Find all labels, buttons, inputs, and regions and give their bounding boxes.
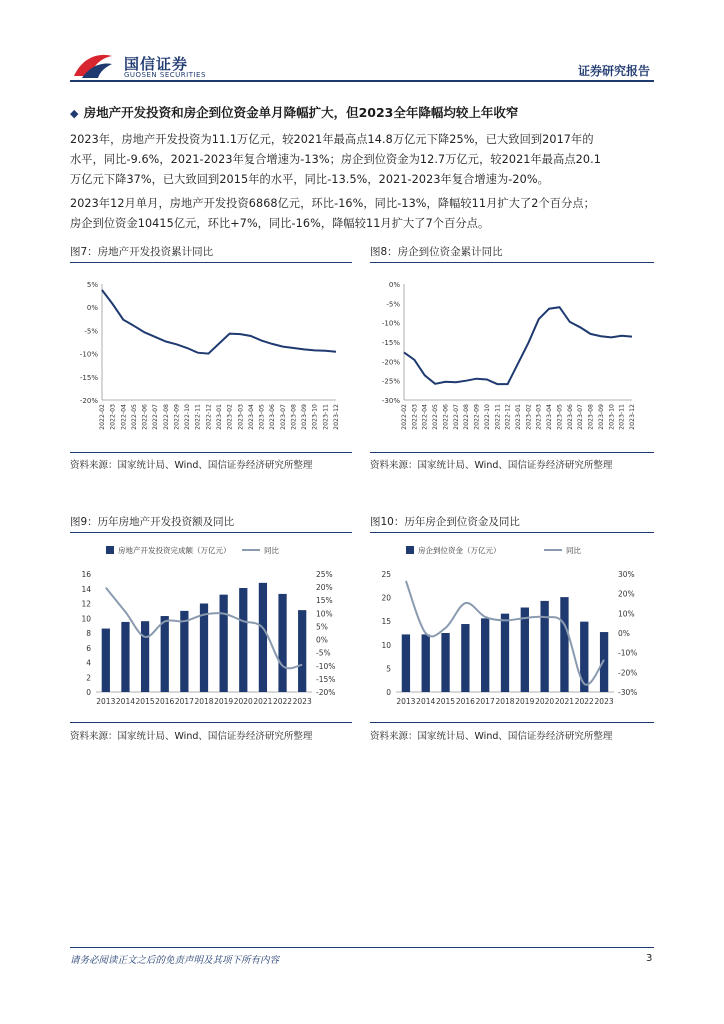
fig7-xtick-label: 2023-08: [290, 404, 298, 430]
fig10-xtick-label: 2019: [515, 697, 535, 706]
fig7-xtick-label: 2022-02: [99, 404, 106, 430]
diamond-bullet-icon: ◆: [70, 107, 79, 120]
fig8-xtick-label: 2022-05: [432, 404, 440, 430]
footer-disclaimer: 请务必阅读正文之后的免责声明及其项下所有内容: [70, 955, 280, 966]
fig7-xtick-label: 2023-12: [333, 404, 340, 430]
fig8-xtick-label: 2023-03: [535, 404, 543, 430]
fig10-title-rule: [370, 532, 654, 533]
fig10-title: 图10：历年房企到位资金及同比: [370, 516, 520, 528]
fig10-bar: [461, 624, 469, 692]
fig8-xtick-label: 2023-10: [608, 404, 616, 430]
fig8-ytick-label: 0%: [388, 281, 400, 289]
fig10-bar: [560, 597, 568, 692]
header-divider: [70, 80, 654, 82]
fig7-ytick-label: 0%: [86, 304, 98, 313]
fig8-xtick-label: 2023-01: [515, 404, 522, 430]
fig9-bar: [259, 583, 267, 692]
fig7-chart: [70, 268, 352, 448]
fig9-ytick-right-label: -5%: [316, 648, 331, 658]
fig7-xtick-label: 2022-03: [109, 404, 117, 430]
fig8-xtick-label: 2023-12: [629, 404, 636, 430]
paragraph-2: 2023年12月单月，房地产开发投资6868亿元，环比-16%，同比-13%，降幅较11月扩大了2个百分点； 房企到位资金10415亿元，环比+7%，同比-16%，降幅较11月扩大了7个百分点。: [70, 197, 595, 230]
fig9-ytick-left-label: 2: [86, 673, 91, 683]
fig8-title: 图8：房企到位资金累计同比: [370, 246, 503, 258]
fig10-bar: [540, 601, 548, 692]
fig10-xtick-label: 2017: [475, 697, 495, 706]
fig10-ytick-left-label: 0: [386, 688, 391, 697]
fig8-ytick-label: -30%: [381, 397, 400, 405]
fig9-ytick-left-label: 10: [81, 614, 91, 624]
fig8-xtick-label: 2023-11: [618, 404, 626, 430]
fig10-bar: [521, 608, 529, 692]
fig10-xtick-label: 2018: [495, 697, 515, 706]
fig8-xtick-label: 2023-02: [525, 404, 533, 430]
fig8-title-rule: [370, 262, 654, 263]
fig7-title-rule: [70, 262, 352, 263]
fig10-ytick-left-label: 25: [381, 570, 391, 579]
fig7-source: 资料来源：国家统计局、Wind、国信证券经济研究所整理: [70, 460, 313, 471]
fig10-xtick-label: 2021: [554, 697, 575, 706]
brand-name-en: GUOSEN SECURITIES: [124, 71, 206, 79]
fig10-source: 资料来源：国家统计局、Wind、国信证券经济研究所整理: [370, 731, 613, 742]
fig9-bar: [141, 621, 149, 692]
fig9-ytick-left-label: 16: [81, 570, 91, 579]
fig9-ytick-left-label: 8: [86, 629, 91, 638]
fig8-source-rule: [370, 452, 654, 453]
fig8-chart: [370, 268, 654, 448]
fig8-xtick-label: 2022-11: [494, 404, 502, 430]
fig7-source-rule: [70, 452, 352, 453]
fig8-xtick-label: 2023-04: [546, 404, 554, 430]
fig9-bar: [180, 611, 188, 692]
fig9-ytick-left-label: 14: [81, 584, 91, 594]
fig10-bar: [402, 634, 410, 692]
fig9-ytick-left-label: 0: [86, 688, 91, 697]
fig9-xtick-label: 2013: [96, 697, 116, 706]
fig10-ytick-right-label: 20%: [618, 589, 635, 599]
fig10-ytick-left-label: 20: [381, 593, 391, 603]
fig8-xtick-label: 2022-12: [504, 404, 512, 430]
fig8-xtick-label: 2023-07: [577, 404, 585, 430]
fig9-bar: [200, 604, 208, 693]
fig9-xtick-label: 2018: [194, 697, 214, 706]
fig10-ytick-left-label: 15: [381, 617, 391, 627]
fig7-xtick-label: 2022-11: [194, 404, 202, 430]
fig8-source: 资料来源：国家统计局、Wind、国信证券经济研究所整理: [370, 460, 613, 471]
fig9-ytick-right-label: -20%: [316, 688, 336, 697]
fig9-ytick-right-label: -15%: [316, 674, 336, 684]
fig7-xtick-label: 2023-11: [322, 404, 330, 430]
fig10-bar: [481, 618, 489, 692]
fig10-xtick-label: 2015: [435, 697, 456, 706]
page-number: 3: [646, 953, 653, 964]
guosen-logo-icon: [72, 50, 114, 80]
fig10-xtick-label: 2022: [574, 697, 594, 706]
fig9-xtick-label: 2016: [155, 697, 175, 706]
fig9-ytick-left-label: 6: [86, 643, 91, 653]
fig7-xtick-label: 2023-05: [258, 404, 266, 430]
footer-divider: [70, 947, 654, 948]
fig9-ytick-right-label: -10%: [316, 661, 336, 671]
fig10-xtick-label: 2013: [396, 697, 416, 706]
fig10-ytick-left-label: 10: [381, 640, 391, 650]
fig9-source: 资料来源：国家统计局、Wind、国信证券经济研究所整理: [70, 731, 313, 742]
fig8-xtick-label: 2022-06: [442, 404, 450, 430]
fig10-bar: [501, 614, 509, 692]
fig9-chart: [70, 540, 352, 710]
fig7-xtick-label: 2022-10: [184, 404, 192, 430]
paragraph-1: 2023年，房地产开发投资为11.1万亿元，较2021年最高点14.8万亿元下降25%，已大致回到2017年的 水平，同比-9.6%，2021-2023年复合增速为-13%；房企到位资金为12.7万亿元，较2021年最高点20.1 万亿元下降37%，已大致回到2015年的水平，同比-13.5%，2021-2023年复合增速为-20%。: [70, 133, 601, 186]
fig9-ytick-left-label: 12: [81, 599, 91, 609]
fig9-xtick-label: 2020: [233, 697, 253, 706]
fig9-bar: [102, 629, 110, 692]
fig9-legend-line-label: 同比: [264, 546, 279, 555]
fig10-bar: [600, 632, 608, 692]
fig7-xtick-label: 2023-07: [279, 404, 287, 430]
section-headline: 房地产开发投资和房企到位资金单月降幅扩大，但2023全年降幅均较上年收窄: [83, 105, 519, 120]
fig10-chart: [370, 540, 654, 710]
fig10-xtick-label: 2016: [455, 697, 475, 706]
report-type: 证券研究报告: [578, 64, 651, 78]
fig7-title: 图7：房地产开发投资累计同比: [70, 246, 214, 258]
fig9-ytick-right-label: 5%: [316, 622, 328, 632]
fig10-bar: [422, 634, 430, 692]
fig10-ytick-left-label: 5: [386, 664, 391, 674]
fig8-ytick-label: -15%: [381, 339, 400, 347]
fig9-xtick-label: 2014: [115, 697, 136, 706]
fig9-xtick-label: 2017: [174, 697, 194, 706]
fig9-ytick-right-label: 20%: [316, 583, 333, 593]
fig10-ytick-right-label: -20%: [618, 668, 638, 678]
fig8-ytick-label: -10%: [381, 319, 400, 328]
fig9-ytick-right-label: 0%: [316, 635, 328, 645]
fig10-bar: [580, 622, 588, 692]
fig7-xtick-label: 2022-04: [120, 404, 128, 430]
fig9-bar: [239, 588, 247, 692]
fig7-xtick-label: 2022-12: [205, 404, 213, 430]
fig10-legend-line-label: 同比: [566, 546, 581, 555]
fig9-bar: [121, 622, 129, 692]
fig7-ytick-label: -15%: [79, 373, 98, 382]
fig7-xtick-label: 2023-10: [311, 404, 319, 430]
fig7-ytick-label: -10%: [79, 350, 98, 359]
fig7-xtick-label: 2022-06: [141, 404, 149, 430]
fig9-bar: [278, 594, 286, 692]
fig10-xtick-label: 2014: [416, 697, 436, 706]
fig8-ytick-label: -20%: [381, 358, 400, 367]
fig9-legend-bar-label: 房地产开发投资完成额（万亿元）: [118, 546, 231, 555]
fig9-legend-bar-swatch: [106, 546, 114, 554]
fig10-ytick-right-label: -30%: [618, 688, 638, 697]
fig9-ytick-right-label: 10%: [316, 609, 333, 619]
fig9-bar: [220, 595, 228, 692]
fig8-xtick-label: 2022-03: [411, 404, 419, 430]
fig8-ytick-label: -5%: [386, 300, 400, 309]
fig10-ytick-right-label: 10%: [618, 609, 635, 619]
fig10-legend-bar-label: 房企到位资金（万亿元）: [418, 546, 501, 555]
fig7-xtick-label: 2023-09: [301, 404, 309, 430]
fig10-bar: [441, 633, 449, 692]
fig9-xtick-label: 2019: [214, 697, 234, 706]
fig7-xtick-label: 2023-03: [237, 404, 245, 430]
fig7-series-line: [102, 290, 336, 354]
fig7-xtick-label: 2022-09: [173, 404, 181, 430]
fig7-xtick-label: 2022-07: [152, 404, 160, 430]
fig9-ytick-right-label: 25%: [316, 570, 333, 579]
fig9-bar: [161, 616, 169, 692]
section-headline-row: [70, 102, 518, 121]
fig9-source-rule: [70, 722, 352, 723]
fig8-xtick-label: 2023-05: [556, 404, 564, 430]
fig8-xtick-label: 2023-06: [566, 404, 574, 430]
fig9-xtick-label: 2021: [253, 697, 273, 706]
fig8-xtick-label: 2022-10: [483, 404, 491, 430]
fig9-ytick-left-label: 4: [86, 658, 91, 668]
fig7-xtick-label: 2023-02: [226, 404, 234, 430]
fig10-legend-bar-swatch: [406, 546, 414, 554]
fig9-xtick-label: 2022: [272, 697, 293, 706]
fig10-xtick-label: 2023: [594, 697, 614, 706]
fig7-xtick-label: 2023-06: [269, 404, 277, 430]
fig7-xtick-label: 2022-08: [162, 404, 170, 430]
fig9-bar: [298, 610, 306, 692]
fig7-xtick-label: 2023-04: [247, 404, 255, 430]
fig8-xtick-label: 2023-08: [587, 404, 595, 430]
fig8-xtick-label: 2023-09: [597, 404, 605, 430]
fig8-xtick-label: 2022-02: [401, 404, 408, 430]
brand-name-cn: 国信证券: [124, 55, 189, 73]
fig10-xtick-label: 2020: [535, 697, 555, 706]
fig10-ytick-right-label: -10%: [618, 648, 638, 658]
fig8-xtick-label: 2022-09: [473, 404, 481, 430]
fig9-ytick-right-label: 15%: [316, 596, 333, 606]
fig10-source-rule: [370, 722, 654, 723]
fig10-ytick-right-label: 0%: [618, 629, 630, 638]
fig7-ytick-label: -20%: [79, 397, 98, 405]
fig10-ytick-right-label: 30%: [618, 570, 635, 579]
fig9-title: 图9：历年房地产开发投资额及同比: [70, 516, 235, 528]
fig8-xtick-label: 2022-07: [452, 404, 460, 430]
fig7-ytick-label: -5%: [84, 327, 98, 336]
fig9-xtick-label: 2023: [292, 697, 312, 706]
fig9-xtick-label: 2015: [135, 697, 155, 706]
fig7-ytick-label: 5%: [86, 281, 98, 289]
fig8-ytick-label: -25%: [381, 377, 400, 386]
fig7-xtick-label: 2022-05: [130, 404, 138, 430]
fig8-xtick-label: 2022-08: [463, 404, 471, 430]
fig8-series-line: [404, 307, 632, 384]
fig8-xtick-label: 2022-04: [421, 404, 429, 430]
fig7-xtick-label: 2023-01: [216, 404, 223, 430]
fig9-title-rule: [70, 532, 352, 533]
